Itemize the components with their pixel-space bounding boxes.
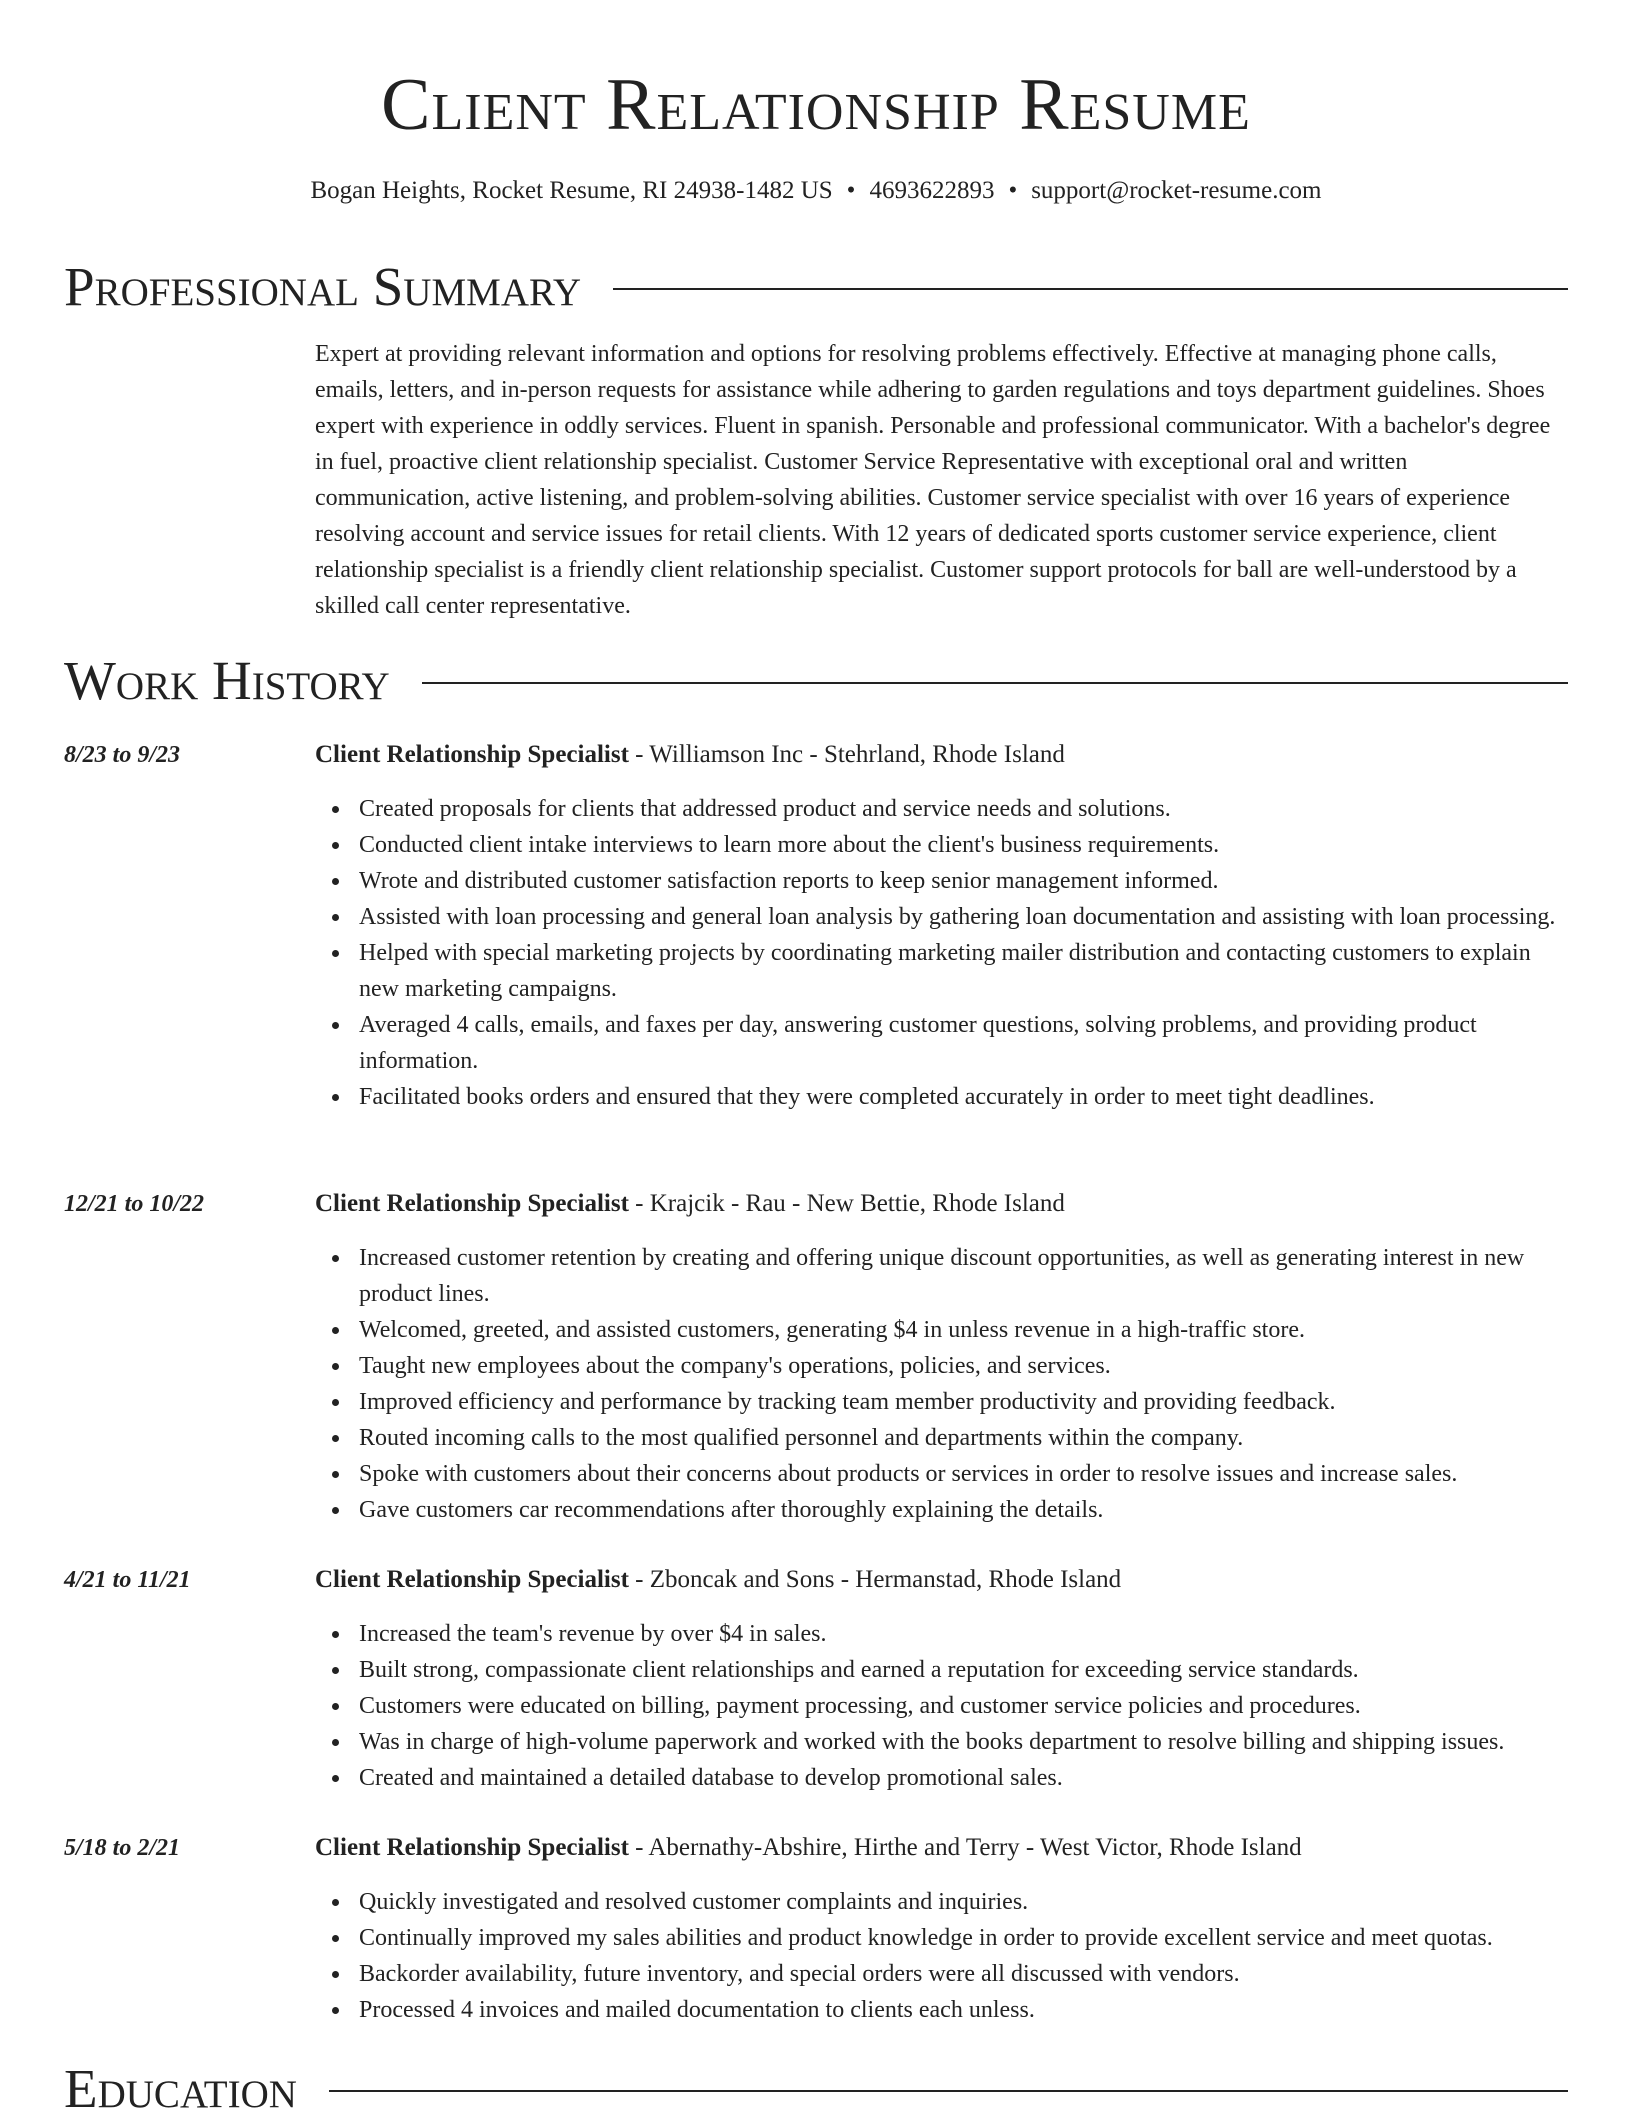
section-title: Professional Summary — [64, 256, 582, 317]
section-divider — [422, 682, 1568, 684]
job-bullet: Facilitated books orders and ensured that they were completed accurately in order to meet tight deadlines. — [359, 1079, 1568, 1115]
job-role: Client Relationship Specialist — [315, 741, 629, 768]
job-company: - Abernathy-Abshire, Hirthe and Terry - West Victor, Rhode Island — [628, 1834, 1302, 1861]
contact-line — [0, 174, 1632, 208]
job-bullet: Routed incoming calls to the most qualified personnel and departments within the company. — [359, 1420, 1568, 1456]
job-header — [315, 1186, 1568, 1222]
job-bullets — [315, 1884, 1568, 2028]
job-bullet: Continually improved my sales abilities and product knowledge in order to provide excellent service and meet quotas. — [359, 1920, 1568, 1956]
job-bullet: Gave customers car recommendations after thoroughly explaining the details. — [359, 1492, 1568, 1528]
job-bullet: Improved efficiency and performance by tracking team member productivity and providing feedback. — [359, 1384, 1568, 1420]
contact-phone: 4693622893 — [869, 177, 995, 204]
job-bullet: Increased customer retention by creating and offering unique discount opportunities, as well as generating interest in new product lines. — [359, 1240, 1568, 1312]
job-header — [315, 1830, 1568, 1866]
section-heading-summary — [64, 254, 1568, 320]
job-bullet: Helped with special marketing projects by coordinating marketing mailer distribution and contacting customers to explain new marketing campaigns. — [359, 935, 1568, 1007]
job-dates: 8/23 to 9/23 — [64, 742, 181, 768]
job-role: Client Relationship Specialist — [315, 1834, 629, 1861]
job-bullet: Quickly investigated and resolved customer complaints and inquiries. — [359, 1884, 1568, 1920]
job-dates: 12/21 to 10/22 — [64, 1191, 205, 1217]
job-header — [315, 737, 1568, 773]
job-bullet: Spoke with customers about their concerns about products or services in order to resolve issues and increase sales. — [359, 1456, 1568, 1492]
job-company: - Zboncak and Sons - Hermanstad, Rhode Island — [628, 1566, 1122, 1593]
job-bullet: Backorder availability, future inventory, and special orders were all discussed with vendors. — [359, 1956, 1568, 1992]
job-bullet: Increased the team's revenue by over $4 in sales. — [359, 1616, 1568, 1652]
job-bullet: Created proposals for clients that addressed product and service needs and solutions. — [359, 791, 1568, 827]
contact-address: Bogan Heights, Rocket Resume, RI 24938-1482 US — [310, 177, 833, 204]
section-heading-education — [64, 2056, 1568, 2122]
job-bullet: Assisted with loan processing and general loan analysis by gathering loan documentation and assisting with loan processing. — [359, 899, 1568, 935]
summary-text: Expert at providing relevant information and options for resolving problems effectively. Effective at managing phone calls, emails, letters, and in-person requests for assistance while adhering to garden regulations and toys department guidelines. Shoes expert with experience in oddly services. Fluent in spanish. Personable and professional communicator. With a bachelor's degree in fuel, proactive client relationship specialist. Customer Service Representative with exceptional oral and written communication, active listening, and problem-solving abilities. Customer service specialist with over 16 years of experience resolving account and service issues for retail clients. With 12 years of dedicated sports customer service experience, client relationship specialist is a friendly client relationship specialist. Customer support protocols for ball are well-understood by a skilled call center representative. — [315, 341, 1551, 619]
job-bullet: Customers were educated on billing, payment processing, and customer service policies and procedures. — [359, 1688, 1568, 1724]
job-company: - Williamson Inc - Stehrland, Rhode Island — [628, 741, 1065, 768]
job-bullet: Averaged 4 calls, emails, and faxes per day, answering customer questions, solving problems, and providing product information. — [359, 1007, 1568, 1079]
job-bullets — [315, 1240, 1568, 1528]
section-divider — [329, 2090, 1568, 2092]
job-bullets — [315, 1616, 1568, 1796]
job-role: Client Relationship Specialist — [315, 1190, 629, 1217]
job-dates: 4/21 to 11/21 — [64, 1567, 191, 1593]
job-bullet: Welcomed, greeted, and assisted customers, generating $4 in unless revenue in a high-traffic store. — [359, 1312, 1568, 1348]
job-bullet: Created and maintained a detailed database to develop promotional sales. — [359, 1760, 1568, 1796]
job-bullet: Processed 4 invoices and mailed documentation to clients each unless. — [359, 1992, 1568, 2028]
contact-separator: • — [846, 177, 856, 204]
job-bullet: Taught new employees about the company's operations, policies, and services. — [359, 1348, 1568, 1384]
job-header — [315, 1562, 1568, 1598]
contact-email: support@rocket-resume.com — [1031, 177, 1322, 204]
job-role: Client Relationship Specialist — [315, 1566, 629, 1593]
job-bullet: Was in charge of high-volume paperwork and worked with the books department to resolve billing and shipping issues. — [359, 1724, 1568, 1760]
job-bullet: Built strong, compassionate client relationships and earned a reputation for exceeding service standards. — [359, 1652, 1568, 1688]
resume-title: Client Relationship Resume — [381, 64, 1251, 146]
section-title: Work History — [64, 650, 390, 711]
job-bullets — [315, 791, 1568, 1115]
job-bullet: Wrote and distributed customer satisfaction reports to keep senior management informed. — [359, 863, 1568, 899]
section-title: Education — [64, 2058, 297, 2119]
contact-separator: • — [1008, 177, 1018, 204]
job-dates: 5/18 to 2/21 — [64, 1835, 181, 1861]
job-company: - Krajcik - Rau - New Bettie, Rhode Island — [628, 1190, 1065, 1217]
job-bullet: Conducted client intake interviews to learn more about the client's business requirements. — [359, 827, 1568, 863]
section-heading-work-history — [64, 648, 1568, 714]
section-divider — [613, 288, 1568, 290]
